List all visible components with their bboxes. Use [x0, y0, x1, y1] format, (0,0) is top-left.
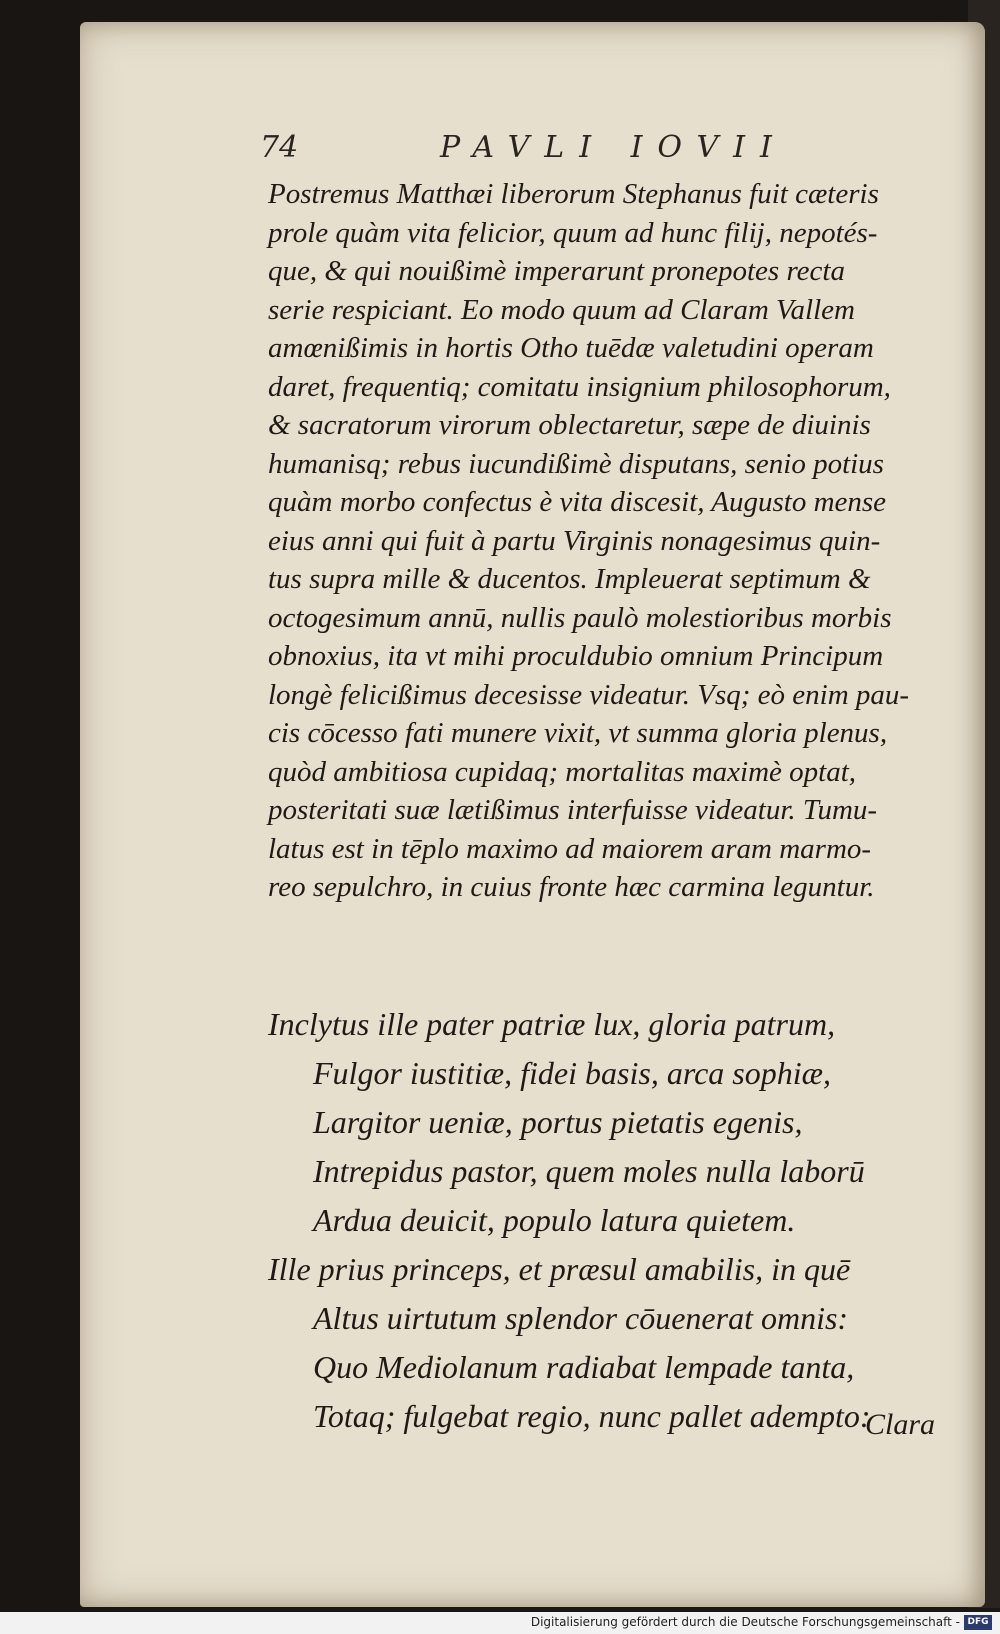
body-line: & sacratorum virorum oblectaretur, sæpe de diuinis — [268, 409, 871, 441]
body-line: obnoxius, ita vt mihi proculdubio omnium Principum — [268, 640, 884, 672]
epitaph-verse — [268, 1000, 958, 1441]
dfg-logo: DFG — [964, 1615, 992, 1630]
folio-number: 74 — [260, 130, 299, 165]
body-line: quàm morbo confectus è vita discesit, Augusto mense — [268, 486, 887, 518]
verse-line: Ille prius princeps, et præsul amabilis, in quē — [268, 1251, 851, 1287]
verse-line: Altus uirtutum splendor cōuenerat omnis: — [313, 1300, 849, 1336]
page-header — [260, 130, 960, 170]
body-line: quòd ambitiosa cupidaq; mortalitas maximè optat, — [268, 755, 857, 788]
verse-line: Fulgor iustitiæ, fidei basis, arca sophiæ, — [313, 1055, 831, 1091]
scan-left-edge — [0, 0, 80, 1634]
body-line: amœnißimis in hortis Otho tuēdæ valetudini operam — [268, 332, 874, 364]
body-line: octogesimum annū, nullis paulò molestioribus morbis — [268, 601, 892, 634]
body-line: reo sepulchro, in cuius fronte hæc carmina leguntur. — [268, 871, 875, 903]
verse-line: Largitor ueniæ, portus pietatis egenis, — [313, 1104, 803, 1140]
body-line: prole quàm vita felicior, quum ad hunc filij, nepotés- — [268, 216, 878, 249]
verse-line: Ardua deuicit, populo latura quietem. — [313, 1202, 796, 1238]
body-text — [268, 175, 948, 907]
body-line: humanisq; rebus iucundißimè disputans, senio potius — [268, 447, 884, 480]
verse-line: Totaq; fulgebat regio, nunc pallet adempto: — [313, 1398, 871, 1434]
body-line: serie respiciant. Eo modo quum ad Claram Vallem — [268, 293, 855, 326]
body-line: que, & qui nouißimè imperarunt pronepotes recta — [268, 255, 845, 287]
body-line: latus est in tēplo maximo ad maiorem aram marmo- — [268, 832, 872, 865]
verse-line: Inclytus ille pater patriæ lux, gloria patrum, — [268, 1006, 836, 1042]
body-line: eius anni qui fuit à partu Virginis nonagesimus quin- — [268, 524, 881, 557]
catchword: Clara — [865, 1408, 936, 1441]
footer-credit: Digitalisierung gefördert durch die Deutsche Forschungsgemeinschaft - — [530, 1615, 960, 1629]
body-line: tus supra mille & ducentos. Impleuerat septimum & — [268, 563, 871, 595]
body-line: posteritati suæ lætißimus interfuisse videatur. Tumu- — [268, 794, 878, 826]
verse-line: Intrepidus pastor, quem moles nulla laborū — [313, 1153, 865, 1189]
body-line: Postremus Matthæi liberorum Stephanus fuit cæteris — [268, 178, 879, 210]
body-line: longè felicißimus decesisse videatur. Vsq; eò enim pau- — [268, 678, 910, 711]
verse-line: Quo Mediolanum radiabat lempade tanta, — [313, 1349, 855, 1385]
digitization-footer — [0, 1612, 1000, 1634]
body-line: daret, frequentiq; comitatu insignium philosophorum, — [268, 370, 891, 403]
body-line: cis cōcesso fati munere vixit, vt summa gloria plenus, — [268, 717, 888, 749]
running-head: PAVLI IOVII — [440, 130, 787, 165]
